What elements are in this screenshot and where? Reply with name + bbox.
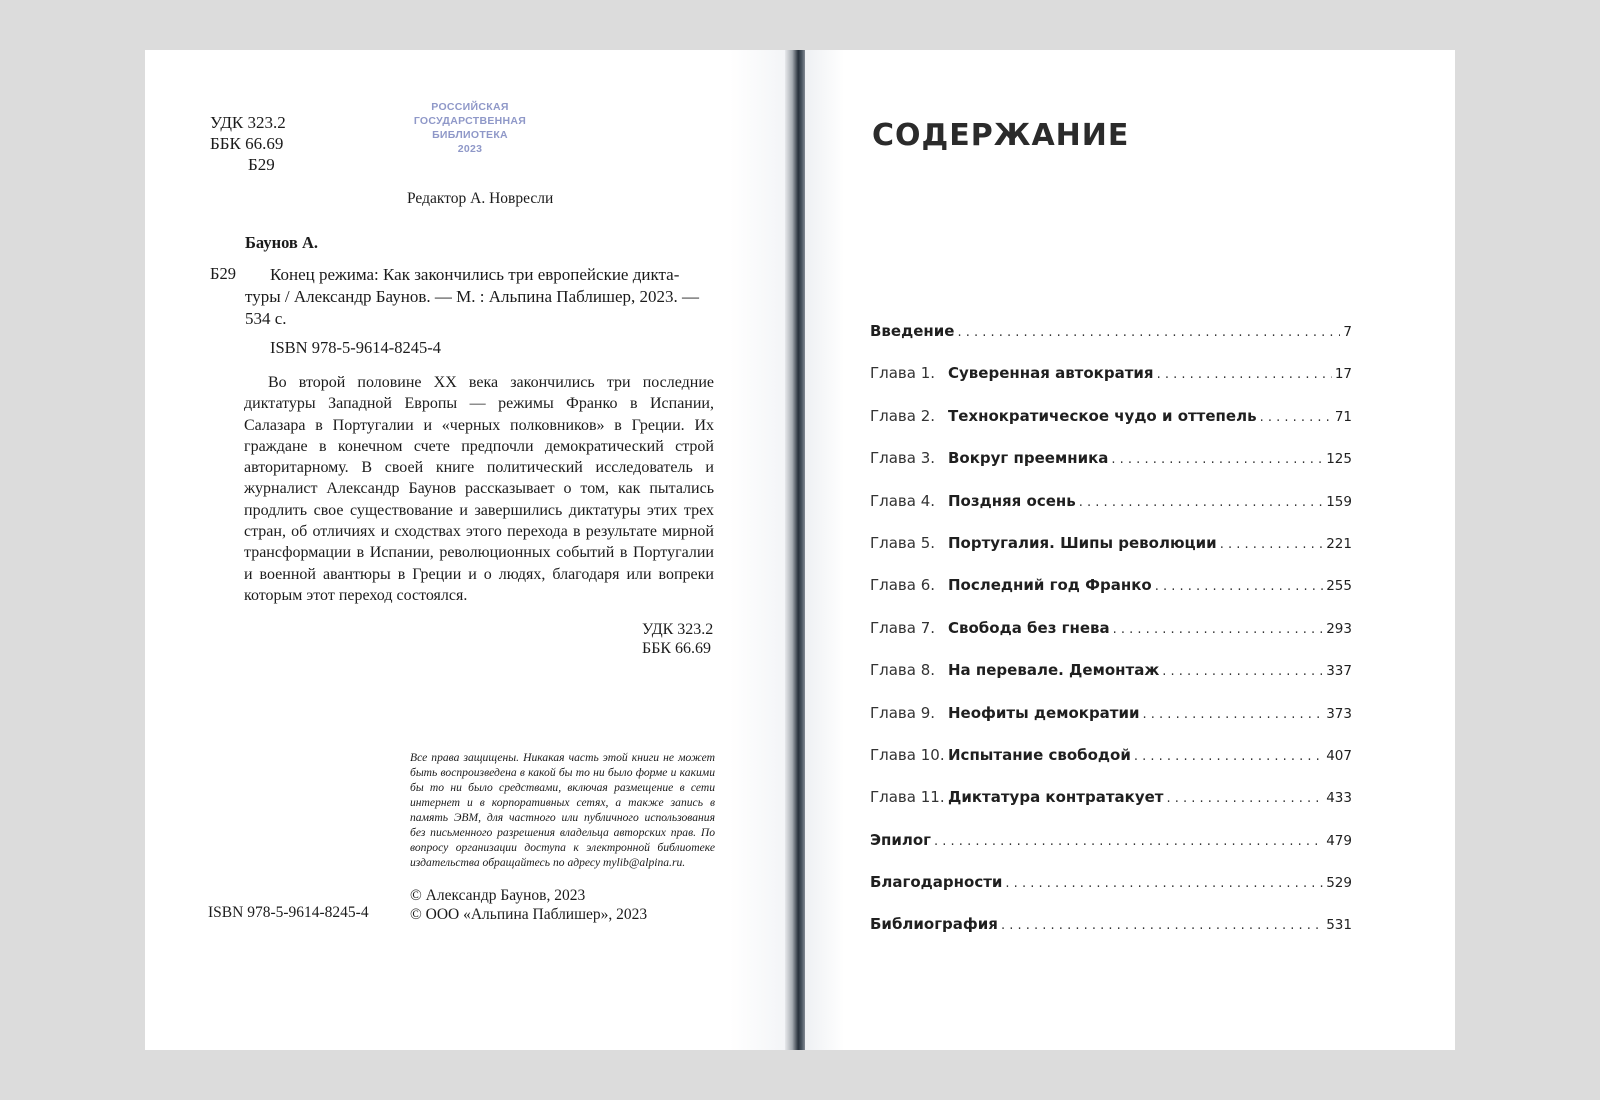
toc-chapter-number: Глава 4.	[870, 491, 936, 510]
toc-page-number: 293	[1326, 620, 1352, 637]
toc-chapter-number: Глава 6.	[870, 576, 936, 595]
toc-leader-dots	[957, 325, 1340, 340]
table-of-contents	[870, 322, 1352, 958]
toc-leader-dots	[1155, 579, 1324, 594]
toc-chapter-title: Неофиты демократии	[948, 703, 1140, 722]
isbn: ISBN 978-5-9614-8245-4	[270, 338, 441, 357]
toc-leader-dots	[1113, 622, 1324, 637]
toc-chapter-number: Глава 10.	[870, 745, 945, 764]
classification-codes	[210, 112, 286, 175]
toc-page-number: 479	[1326, 832, 1352, 849]
bbk-code: ББК 66.69	[210, 134, 284, 153]
toc-entry	[870, 407, 1352, 449]
toc-chapter-title: Библиография	[870, 915, 998, 934]
toc-leader-dots	[934, 834, 1323, 849]
toc-chapter-number: Глава 9.	[870, 703, 936, 722]
toc-chapter-number: Глава 11.	[870, 788, 945, 807]
toc-page-number: 7	[1343, 324, 1352, 340]
toc-leader-dots	[1111, 452, 1323, 467]
toc-entry	[870, 661, 1352, 703]
toc-leader-dots	[1143, 707, 1324, 722]
toc-leader-dots	[1220, 537, 1324, 552]
toc-chapter-number: Глава 1.	[870, 364, 936, 383]
toc-page-number: 529	[1326, 875, 1352, 892]
toc-leader-dots	[1166, 791, 1323, 806]
toc-chapter-number: Глава 7.	[870, 618, 936, 637]
contents-page	[805, 50, 1455, 1050]
toc-chapter-title: Благодарности	[870, 873, 1003, 892]
toc-page-number: 531	[1326, 917, 1352, 934]
toc-entry	[870, 704, 1352, 746]
toc-chapter-title: На перевале. Демонтаж	[948, 661, 1160, 680]
toc-page-number: 255	[1326, 578, 1352, 595]
toc-leader-dots	[1134, 749, 1323, 764]
toc-leader-dots	[1001, 918, 1323, 933]
toc-page-number: 125	[1326, 451, 1352, 468]
toc-page-number: 221	[1326, 535, 1352, 552]
toc-chapter-number: Глава 2.	[870, 406, 936, 425]
toc-entry	[870, 746, 1352, 788]
udk-code: УДК 323.2	[210, 113, 286, 132]
toc-chapter-title: Вокруг преемника	[948, 449, 1109, 468]
library-stamp: РОССИЙСКАЯ ГОСУДАРСТВЕННАЯ БИБЛИОТЕКА 2023	[413, 101, 527, 155]
toc-leader-dots	[1005, 876, 1323, 891]
toc-chapter-title: Испытание свободой	[948, 745, 1131, 764]
toc-page-number: 159	[1326, 493, 1352, 510]
author-mark: Б29	[248, 155, 275, 174]
toc-page-number: 433	[1326, 790, 1352, 807]
toc-entry	[870, 873, 1352, 915]
toc-chapter-title: Введение	[870, 322, 955, 340]
bib-code: Б29	[210, 264, 236, 283]
toc-chapter-title: Технократическое чудо и оттепель	[948, 406, 1257, 425]
toc-page-number: 337	[1326, 663, 1352, 680]
contents-title: СОДЕРЖАНИЕ	[872, 118, 1130, 153]
toc-page-number: 373	[1326, 705, 1352, 722]
toc-entry	[870, 619, 1352, 661]
toc-chapter-title: Свобода без гнева	[948, 618, 1110, 637]
toc-chapter-title: Поздняя осень	[948, 491, 1076, 510]
classification-codes-bottom: УДК 323.2 ББК 66.69	[642, 621, 714, 657]
toc-entry	[870, 492, 1352, 534]
toc-chapter-title: Последний год Франко	[948, 576, 1152, 595]
toc-page-number: 407	[1326, 747, 1352, 764]
author-heading: Баунов А.	[245, 233, 318, 252]
toc-leader-dots	[1162, 664, 1323, 679]
toc-entry	[870, 322, 1352, 364]
toc-chapter-title: Португалия. Шипы революции	[948, 533, 1217, 552]
copyright: © Александр Баунов, 2023 © ООО «Альпина Паблишер», 2023	[410, 887, 648, 923]
toc-chapter-number: Глава 8.	[870, 661, 936, 680]
isbn-bottom: ISBN 978-5-9614-8245-4	[208, 904, 369, 921]
toc-chapter-title: Эпилог	[870, 830, 932, 849]
toc-entry	[870, 576, 1352, 618]
toc-chapter-number: Глава 5.	[870, 533, 936, 552]
editor-line: Редактор А. Новресли	[407, 190, 554, 207]
toc-chapter-title: Диктатура контратакует	[948, 788, 1164, 807]
toc-entry	[870, 788, 1352, 830]
toc-entry	[870, 831, 1352, 873]
toc-page-number: 71	[1334, 408, 1352, 425]
toc-leader-dots	[1157, 367, 1332, 382]
toc-page-number: 17	[1334, 366, 1352, 383]
toc-entry	[870, 915, 1352, 957]
toc-chapter-number: Глава 3.	[870, 449, 936, 468]
toc-entry	[870, 534, 1352, 576]
toc-leader-dots	[1260, 410, 1332, 425]
toc-leader-dots	[1079, 495, 1323, 510]
book-spread	[145, 50, 1455, 1050]
toc-chapter-title: Суверенная автократия	[948, 364, 1154, 383]
imprint-page	[145, 50, 795, 1050]
toc-entry	[870, 449, 1352, 491]
bibliographic-record: Конец режима: Как закончились три европейские дикта- туры / Александр Баунов. — М. : Альпина Паблишер, 2023. — 534 с.	[245, 265, 700, 328]
rights-notice: Все права защищены. Никакая часть этой книги не может быть воспроизведена в какой бы то ни было форме и какими бы то ни было средствами, включая размещение в сети интернет и в корпоративных сетях, а также запись в память ЭВМ, для частного или публичного использования без письменного разрешения владельца авторских прав. По вопросу организации доступа к электронной библиотеке издательства обращайтесь по адресу mylib@alpina.ru.	[410, 751, 715, 869]
toc-entry	[870, 364, 1352, 406]
book-abstract: Во второй половине XX века закончились три последние диктатуры Западной Европы — режимы Франко в Испании, Салазара в Португалии и «черных полковников» в Греции. Их граждане в конечном счете предпочли демократический строй авторитарному. В своей книге политический исследователь и журналист Александр Баунов рассказывает о том, как пытались продлить свое существование и завершились диктатуры этих трех стран, об отличиях и сходствах этого перехода в результате мирной трансформации в Испании, революционных событий в Португалии и военной авантюры в Греции и о людях, благодаря или вопреки которым этот переход состоялся.	[244, 374, 714, 604]
